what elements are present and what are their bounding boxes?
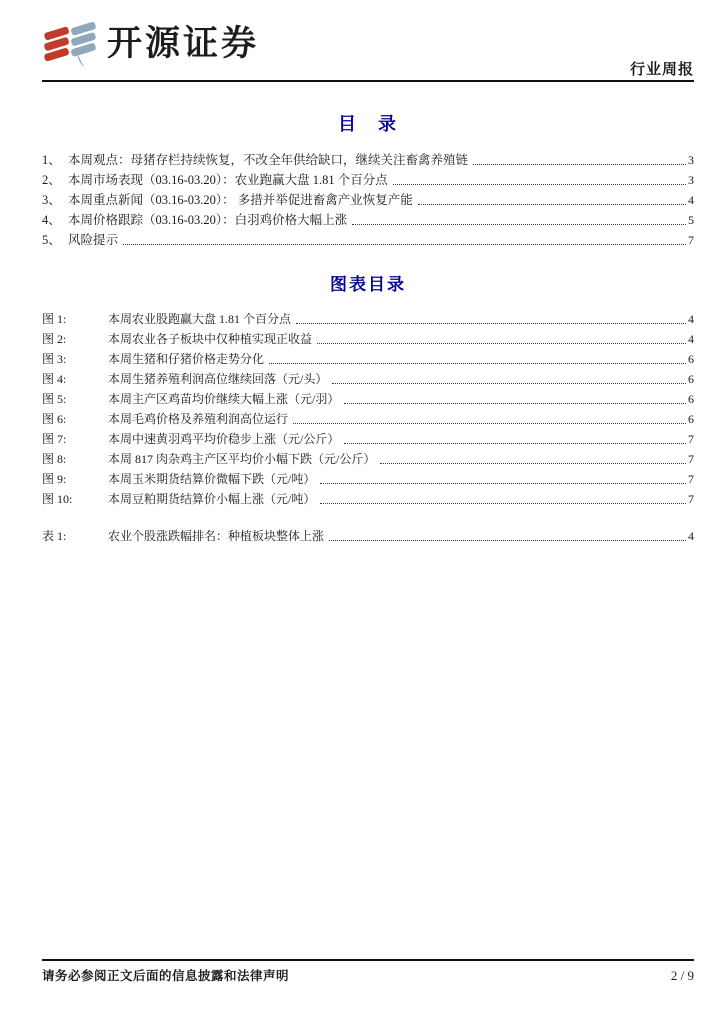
figure-entry-page: 6 (688, 412, 694, 426)
figure-entry[interactable] (42, 407, 694, 427)
brand (42, 20, 694, 68)
figure-entry-page: 7 (688, 452, 694, 466)
figure-entry[interactable] (42, 307, 694, 327)
toc-entry-number: 1、 (42, 153, 61, 167)
kaiyuan-logo-icon (42, 20, 98, 68)
dot-leader (473, 164, 686, 165)
figure-entry-number: 图 4: (42, 372, 67, 386)
figure-entry[interactable] (42, 347, 694, 367)
figure-entry-page: 4 (688, 332, 694, 346)
toc-list (42, 148, 694, 248)
dot-leader (320, 483, 686, 484)
figure-toc-title: 图表目录 (330, 275, 406, 294)
figure-entry-title: 本周生猪养殖利润高位继续回落（元/头） (108, 372, 328, 386)
figure-entry-title: 本周中速黄羽鸡平均价稳步上涨（元/公斤） (108, 432, 340, 446)
figure-entry-title: 本周主产区鸡苗均价继续大幅上涨（元/羽） (108, 392, 340, 406)
dot-leader (344, 443, 686, 444)
figure-entry-number: 图 8: (42, 452, 67, 466)
table-entry[interactable] (42, 524, 694, 544)
figure-entry[interactable] (42, 387, 694, 407)
toc-title: 目 录 (338, 114, 398, 134)
figure-entry[interactable] (42, 427, 694, 447)
report-header (42, 20, 694, 82)
toc-entry-page: 3 (688, 173, 694, 187)
dot-leader (293, 423, 686, 424)
toc-entry[interactable] (42, 168, 694, 188)
toc-entry-number: 3、 (42, 193, 61, 207)
figure-entry[interactable] (42, 487, 694, 507)
toc-entry-title: 本周市场表现（03.16-03.20）：农业跑赢大盘 1.81 个百分点 (68, 173, 388, 187)
figure-entry-number: 图 6: (42, 412, 67, 426)
figure-entry-title: 本周 817 肉杂鸡主产区平均价小幅下跌（元/公斤） (108, 452, 376, 466)
toc-entry-page: 4 (688, 193, 694, 207)
dot-leader (269, 363, 686, 364)
figure-entry-number: 图 9: (42, 472, 67, 486)
figure-entry-title: 本周玉米期货结算价微幅下跌（元/吨） (108, 472, 316, 486)
dot-leader (317, 343, 686, 344)
figure-entry-title: 本周毛鸡价格及养殖利润高位运行 (108, 412, 289, 426)
figure-toc-list (42, 307, 694, 507)
toc-entry-title: 本周价格跟踪（03.16-03.20）：白羽鸡价格大幅上涨 (68, 213, 348, 227)
table-entry-title: 农业个股涨跌幅排名：种植板块整体上涨 (108, 529, 325, 543)
figure-entry-title: 本周农业股跑赢大盘 1.81 个百分点 (108, 312, 292, 326)
table-toc-list (42, 524, 694, 544)
figure-entry[interactable] (42, 327, 694, 347)
report-type-label: 行业周报 (629, 62, 694, 78)
figure-entry-number: 图 3: (42, 352, 67, 366)
dot-leader (332, 383, 686, 384)
table-entry-number: 表 1: (42, 529, 67, 543)
toc-entry-number: 4、 (42, 213, 61, 227)
dot-leader (380, 463, 686, 464)
table-entry-page: 4 (688, 529, 694, 543)
figure-entry[interactable] (42, 367, 694, 387)
figure-entry-page: 6 (688, 392, 694, 406)
toc-entry[interactable] (42, 208, 694, 228)
dot-leader (296, 323, 686, 324)
toc-entry[interactable] (42, 228, 694, 248)
dot-leader (418, 204, 686, 205)
toc-entry-page: 7 (688, 233, 694, 247)
figure-entry-title: 本周生猪和仔猪价格走势分化 (108, 352, 265, 366)
page-indicator: 2 / 9 (670, 968, 694, 983)
figure-entry-title: 本周农业各子板块中仅种植实现正收益 (108, 332, 313, 346)
figure-entry-page: 7 (688, 472, 694, 486)
toc-entry-page: 3 (688, 153, 694, 167)
figure-entry-title: 本周豆粕期货结算价小幅上涨（元/吨） (108, 492, 316, 506)
toc-entry[interactable] (42, 148, 694, 168)
toc-entry-page: 5 (688, 213, 694, 227)
figure-entry-number: 图 5: (42, 392, 67, 406)
figure-entry-page: 4 (688, 312, 694, 326)
figure-entry-page: 6 (688, 372, 694, 386)
dot-leader (393, 184, 686, 185)
figure-entry-number: 图 10: (42, 492, 73, 506)
figure-entry-number: 图 1: (42, 312, 67, 326)
figure-entry-page: 7 (688, 492, 694, 506)
toc-entry-title: 风险提示 (68, 233, 119, 247)
figure-entry-page: 6 (688, 352, 694, 366)
toc-entry-title: 本周重点新闻（03.16-03.20）： 多措并举促进畜禽产业恢复产能 (68, 193, 413, 207)
footer-disclaimer: 请务必参阅正文后面的信息披露和法律声明 (42, 969, 290, 983)
dot-leader (123, 244, 686, 245)
dot-leader (329, 540, 686, 541)
figure-entry-number: 图 7: (42, 432, 67, 446)
dot-leader (352, 224, 686, 225)
brand-name: 开源证券 (107, 24, 260, 63)
report-footer (42, 959, 694, 984)
toc-entry-title: 本周观点：母猪存栏持续恢复，不改全年供给缺口，继续关注畜禽养殖链 (68, 153, 469, 167)
figure-entry-number: 图 2: (42, 332, 67, 346)
dot-leader (344, 403, 686, 404)
dot-leader (320, 503, 686, 504)
figure-entry-page: 7 (688, 432, 694, 446)
toc-entry-number: 2、 (42, 173, 61, 187)
figure-entry[interactable] (42, 467, 694, 487)
toc-entry[interactable] (42, 188, 694, 208)
figure-entry[interactable] (42, 447, 694, 467)
toc-entry-number: 5、 (42, 233, 61, 247)
